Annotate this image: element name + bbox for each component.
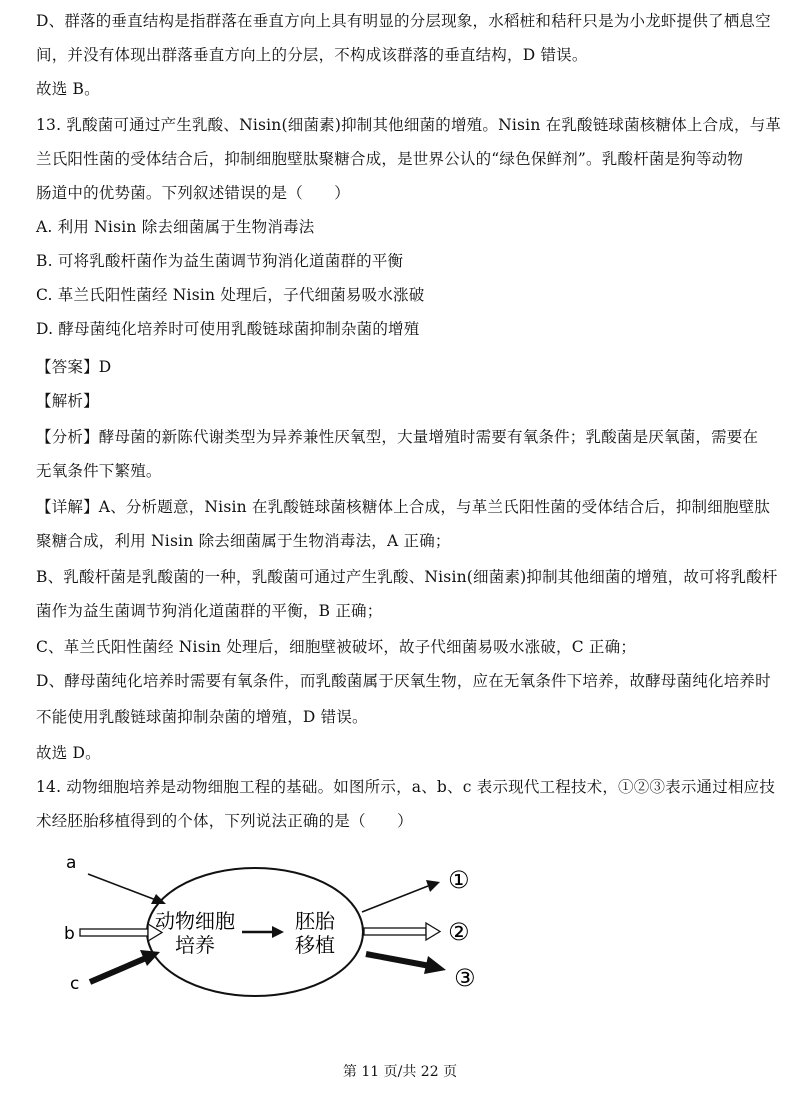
arrow-c [90, 950, 160, 982]
output-3-label: ③ [454, 964, 476, 992]
text-line: C、革兰氏阳性菌经 Nisin 处理后，细胞壁被破坏，故子代细菌易吸水涨破，C 正确； [36, 638, 637, 656]
text-line: 兰氏阳性菌的受体结合后，抑制细胞壁肽聚糖合成，是世界公认的“绿色保鲜剂”。乳酸杆菌是狗等动物 [36, 150, 744, 168]
text-line: 菌作为益生菌调节狗消化道菌群的平衡，B 正确； [36, 602, 383, 620]
box-right-line2: 移植 [295, 933, 335, 957]
text-line: D、酵母菌纯化培养时需要有氧条件，而乳酸菌属于厌氧生物，应在无氧条件下培养，故酵母菌纯化培养时 [36, 672, 771, 690]
arrow-b [80, 924, 162, 941]
text-line: 术经胚胎移植得到的个体，下列说法正确的是（ ） [36, 812, 413, 830]
output-2-label: ② [448, 918, 470, 946]
text-line: 不能使用乳酸链球菌抑制杂菌的增殖，D 错误。 [36, 708, 368, 726]
arrow-a [88, 874, 166, 904]
page-footer [0, 1062, 800, 1082]
text-line: 【详解】A、分析题意，Nisin 在乳酸链球菌核糖体上合成，与革兰氏阳性菌的受体结合后，抑制细胞壁肽 [36, 498, 771, 516]
text-line: D. 酵母菌纯化培养时可使用乳酸链球菌抑制杂菌的增殖 [36, 320, 420, 338]
text-line: 无氧条件下繁殖。 [36, 462, 162, 480]
text-line: B. 可将乳酸杆菌作为益生菌调节狗消化道菌群的平衡 [36, 252, 404, 270]
text-line: C. 革兰氏阳性菌经 Nisin 处理后，子代细菌易吸水涨破 [36, 286, 425, 304]
label-c: c [70, 974, 80, 994]
arrow-internal [242, 926, 284, 938]
arrow-out-1 [362, 880, 440, 912]
technology-diagram [50, 846, 490, 1006]
label-a: a [66, 853, 77, 873]
text-line: 间，并没有体现出群落垂直方向上的分层，不构成该群落的垂直结构，D 错误。 [36, 46, 588, 64]
text-line: B、乳酸杆菌是乳酸菌的一种，乳酸菌可通过产生乳酸、Nisin(细菌素)抑制其他细菌的增殖，故可将乳酸杆 [36, 568, 778, 586]
arrow-out-2 [364, 923, 440, 940]
text-line: 肠道中的优势菌。下列叙述错误的是（ ） [36, 184, 351, 202]
box-left-line2: 培养 [175, 933, 215, 957]
text-line: 故选 D。 [36, 744, 101, 762]
text-line: 聚糖合成，利用 Nisin 除去细菌属于生物消毒法，A 正确； [36, 532, 451, 550]
label-b: b [64, 924, 75, 944]
text-line: 【解析】 [36, 392, 99, 410]
box-right-line1: 胚胎 [295, 909, 335, 933]
text-line: 故选 B。 [36, 80, 100, 98]
text-line: 14. 动物细胞培养是动物细胞工程的基础。如图所示，a、b、c 表示现代工程技术，①②③表示通过相应技 [36, 778, 776, 796]
text-line: A. 利用 Nisin 除去细菌属于生物消毒法 [36, 218, 315, 236]
text-line: 13. 乳酸菌可通过产生乳酸、Nisin(细菌素)抑制其他细菌的增殖。Nisin 在乳酸链球菌核糖体上合成，与革 [36, 116, 782, 134]
page-number: 第 11 页/共 22 页 [342, 1064, 458, 1080]
output-1-label: ① [448, 866, 470, 894]
text-line: D、群落的垂直结构是指群落在垂直方向上具有明显的分层现象，水稻桩和秸秆只是为小龙虾提供了栖息空 [36, 12, 771, 30]
text-line: 【答案】D [36, 358, 112, 376]
text-line: 【分析】酵母菌的新陈代谢类型为异养兼性厌氧型，大量增殖时需要有氧条件；乳酸菌是厌氧菌，需要在 [36, 428, 759, 446]
box-left-line1: 动物细胞 [155, 909, 235, 933]
arrow-out-3 [366, 954, 446, 974]
